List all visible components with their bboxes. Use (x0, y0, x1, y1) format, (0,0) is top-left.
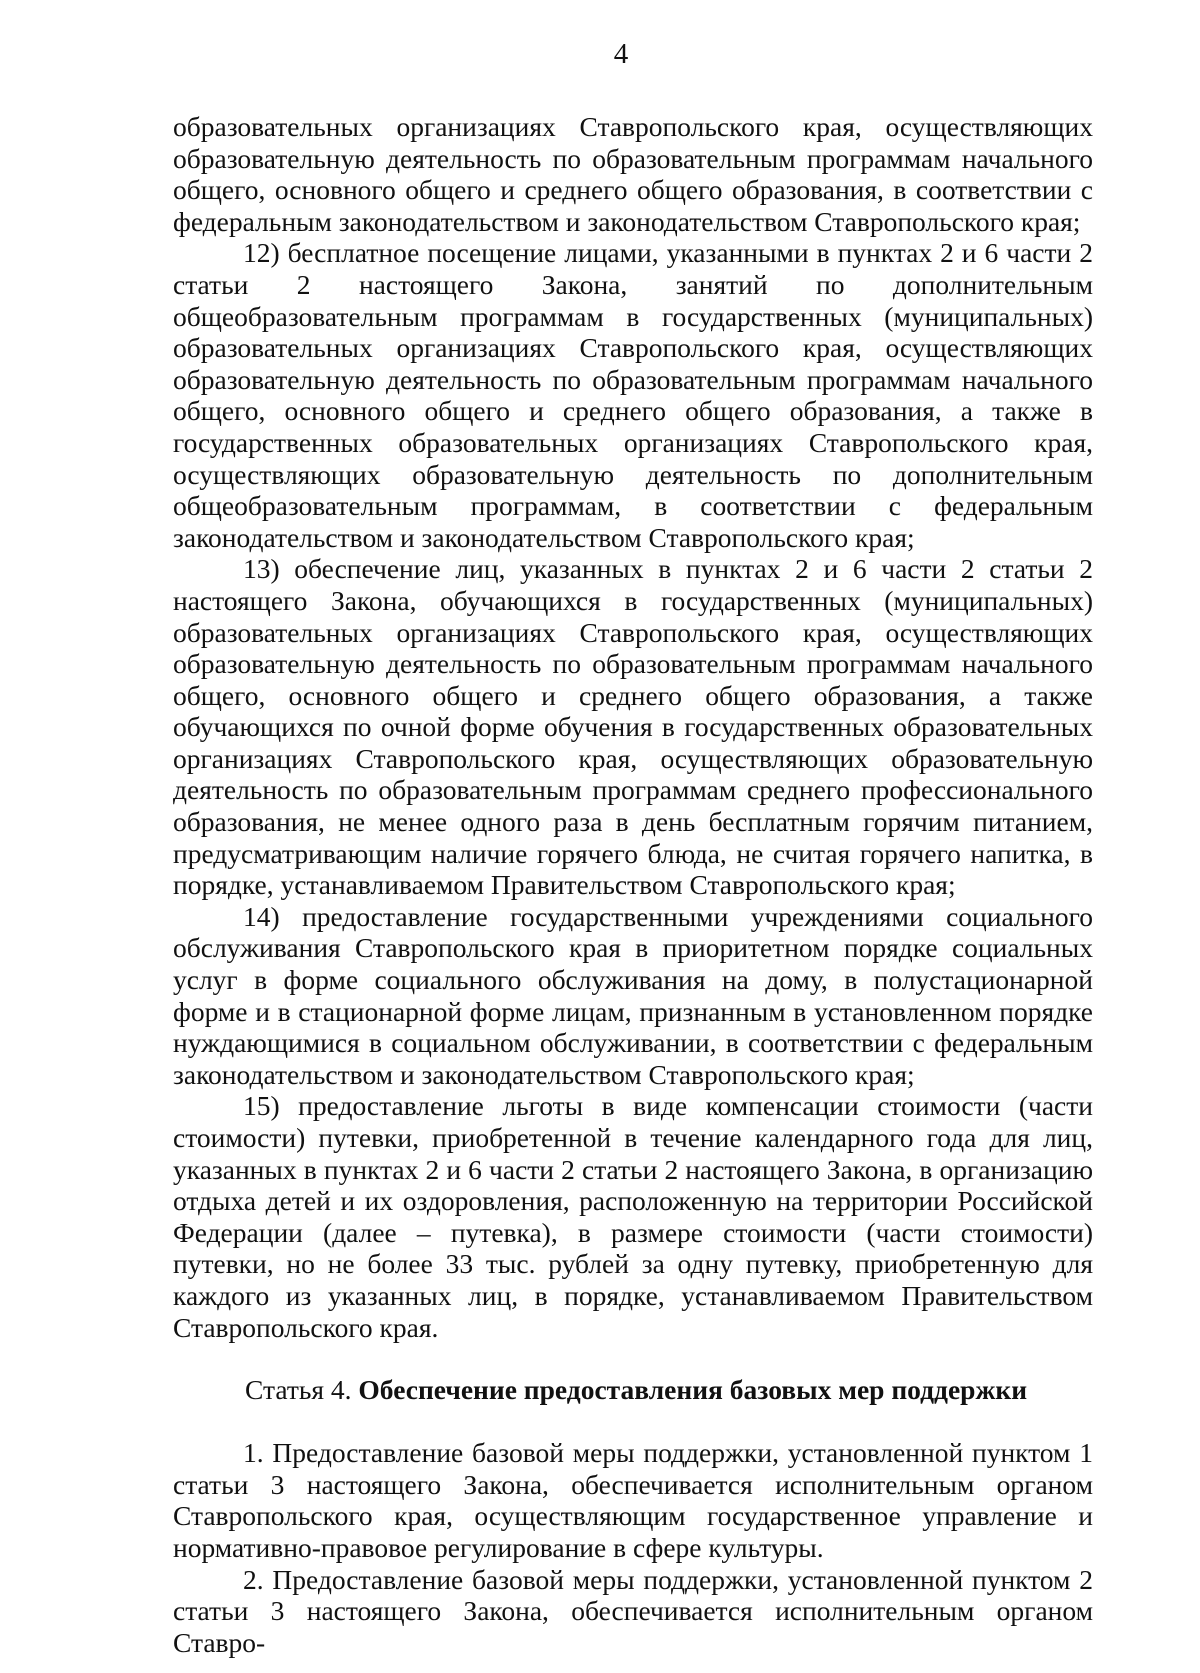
paragraph-item-12: 12) бесплатное посещение лицами, указанными в пунктах 2 и 6 части 2 статьи 2 настоящего Закона, занятий по дополнительным общеобразовательным программам в государственных (муниципальных) образовательных организациях Ставропольского края, осуществляющих образовательную деятельность по образовательным программам начального общего, основного общего и среднего общего образования, а также в государственных образовательных организациях Ставропольского края, осуществляющих образовательную деятельность по дополнительным общеобразовательным программам, в соответствии с федеральным законодательством и законодательством Ставропольского края; (173, 237, 1093, 553)
article-number: Статья 4. (245, 1374, 352, 1406)
document-body (173, 111, 1093, 1658)
paragraph-item-13: 13) обеспечение лиц, указанных в пунктах 2 и 6 части 2 статьи 2 настоящего Закона, обучающихся в государственных (муниципальных) образовательных организациях Ставропольского края, осуществляющих образовательную деятельность по образовательным программам начального общего, основного общего и среднего общего образования, а также обучающихся по очной форме обучения в государственных образовательных организациях Ставропольского края, осуществляющих образовательную деятельность по образовательным программам среднего профессионального образования, не менее одного раза в день бесплатным горячим питанием, предусматривающим наличие горячего блюда, не считая горячего напитка, в порядке, устанавливаемом Правительством Ставропольского края; (173, 553, 1093, 901)
paragraph-item-15: 15) предоставление льготы в виде компенсации стоимости (части стоимости) путевки, приобретенной в течение календарного года для лиц, указанных в пунктах 2 и 6 части 2 статьи 2 настоящего Закона, в организацию отдыха детей и их оздоровления, расположенную на территории Российской Федерации (далее – путевка), в размере стоимости (части стоимости) путевки, но не более 33 тыс. рублей за одну путевку, приобретенную для каждого из указанных лиц, в порядке, устанавливаемом Правительством Ставропольского края. (173, 1090, 1093, 1343)
paragraph-continuation: образовательных организациях Ставропольского края, осуществляющих образовательную деятельность по образовательным программам начального общего, основного общего и среднего общего образования, в соответствии с федеральным законодательством и законодательством Ставропольского края; (173, 111, 1093, 237)
article-title: Обеспечение предоставления базовых мер поддержки (358, 1374, 1028, 1406)
page-number: 4 (613, 38, 629, 70)
paragraph-article-part-1: 1. Предоставление базовой меры поддержки, установленной пунктом 1 статьи 3 настоящего Закона, обеспечивается исполнительным органом Ставропольского края, осуществляющим государственное управление и нормативно-правовое регулирование в сфере культуры. (173, 1437, 1093, 1563)
paragraph-item-14: 14) предоставление государственными учреждениями социального обслуживания Ставропольского края в приоритетном порядке социальных услуг в форме социального обслуживания на дому, в полустационарной форме и в стационарной форме лицам, признанным в установленном порядке нуждающимися в социальном обслуживании, в соответствии с федеральным законодательством и законодательством Ставропольского края; (173, 900, 1093, 1090)
paragraph-article-part-2: 2. Предоставление базовой меры поддержки, установленной пунктом 2 статьи 3 настоящего Закона, обеспечивается исполнительным органом Ставро- (173, 1563, 1093, 1658)
article-heading (173, 1374, 1093, 1406)
